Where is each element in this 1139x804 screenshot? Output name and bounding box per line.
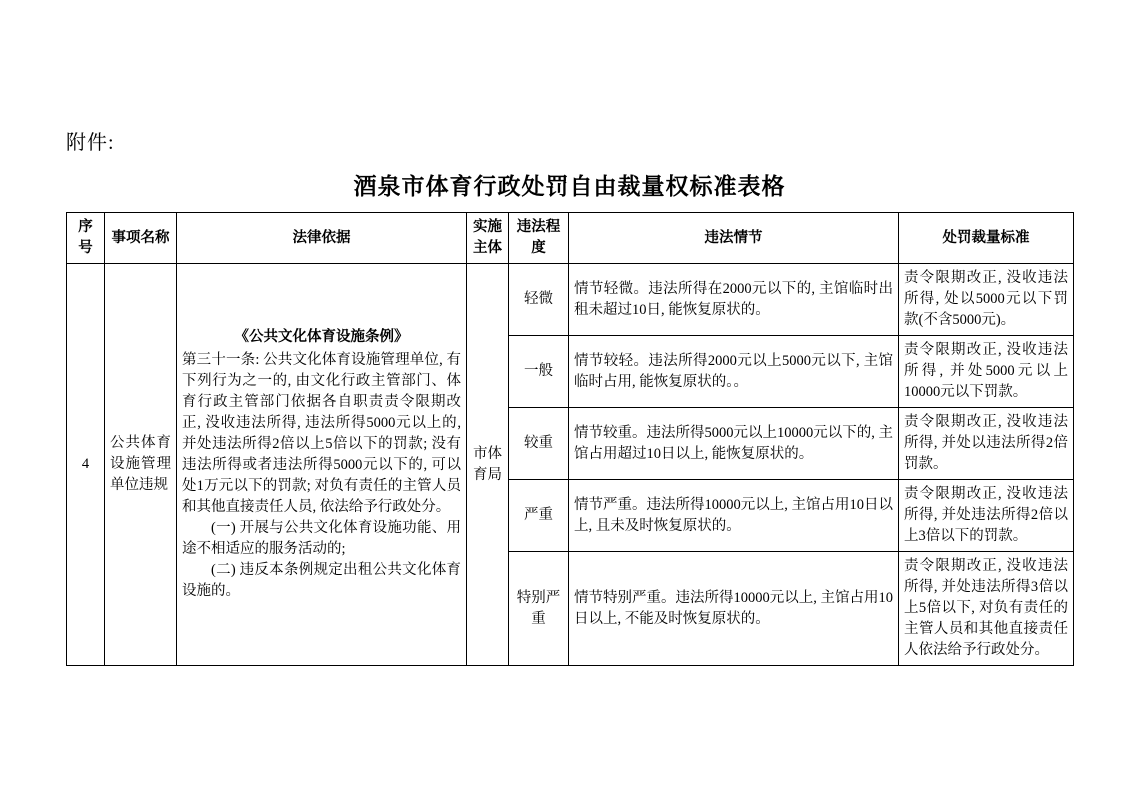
legal-article-text: 第三十一条: 公共文化体育设施管理单位, 有下列行为之一的, 由文化行政主管部门、体育行政主管部门依据各自职责责令限期改正, 没收违法所得, 违法所得5000元以上的, 并处违法所得2倍以上5倍以下的罚款; 没有违法所得或者违法所得5000元以下的, 可以处1万元以下的罚款; 对负有责任的主管人员和其他直接责任人员, 依法给予行政处分。 — [182, 352, 461, 516]
cell-legal-basis — [177, 264, 467, 666]
cell-violation-degree: 一般 — [509, 336, 569, 408]
cell-violation-detail: 情节严重。违法所得10000元以上, 主馆占用10日以上, 且未及时恢复原状的。 — [569, 480, 899, 552]
cell-violation-degree: 严重 — [509, 480, 569, 552]
penalty-discretion-table — [66, 212, 1074, 666]
cell-seq: 4 — [67, 264, 105, 666]
column-header-penalty-standard: 处罚裁量标准 — [899, 213, 1074, 264]
legal-regulation-title: 《公共文化体育设施条例》 — [234, 329, 409, 346]
column-header-enforcement-org: 实施主体 — [467, 213, 509, 264]
table-header — [67, 213, 1074, 264]
column-header-legal-basis: 法律依据 — [177, 213, 467, 264]
column-header-violation-detail: 违法情节 — [569, 213, 899, 264]
table-header-row — [67, 213, 1074, 264]
column-header-item-name: 事项名称 — [105, 213, 177, 264]
cell-violation-degree: 较重 — [509, 408, 569, 480]
attachment-label: 附件: — [66, 132, 115, 154]
cell-violation-detail: 情节特别严重。违法所得10000元以上, 主馆占用10日以上, 不能及时恢复原状的。 — [569, 552, 899, 666]
column-header-violation-degree: 违法程度 — [509, 213, 569, 264]
cell-enforcement-org: 市体育局 — [467, 264, 509, 666]
page-title: 酒泉市体育行政处罚自由裁量权标准表格 — [353, 174, 786, 199]
cell-penalty-standard: 责令限期改正, 没收违法所得, 处以5000元以下罚款(不含5000元)。 — [899, 264, 1074, 336]
cell-penalty-standard: 责令限期改正, 没收违法所得, 并处5000元以上10000元以下罚款。 — [899, 336, 1074, 408]
cell-penalty-standard: 责令限期改正, 没收违法所得, 并处违法所得2倍以上3倍以下的罚款。 — [899, 480, 1074, 552]
cell-penalty-standard: 责令限期改正, 没收违法所得, 并处违法所得3倍以上5倍以下, 对负有责任的主管人员和其他直接责任人依法给予行政处分。 — [899, 552, 1074, 666]
column-header-seq: 序号 — [67, 213, 105, 264]
cell-violation-degree: 轻微 — [509, 264, 569, 336]
cell-violation-detail: 情节较轻。违法所得2000元以上5000元以下, 主馆临时占用, 能恢复原状的。。 — [569, 336, 899, 408]
cell-item-name: 公共体育设施管理单位违规 — [105, 264, 177, 666]
legal-clause-1: (一) 开展与公共文化体育设施功能、用途不相适应的服务活动的; — [182, 520, 461, 558]
cell-violation-detail: 情节轻微。违法所得在2000元以下的, 主馆临时出租未超过10日, 能恢复原状的。 — [569, 264, 899, 336]
cell-violation-degree: 特别严重 — [509, 552, 569, 666]
legal-clause-2: (二) 违反本条例规定出租公共文化体育设施的。 — [182, 562, 461, 600]
cell-violation-detail: 情节较重。违法所得5000元以上10000元以下的, 主馆占用超过10日以上, 能恢复原状的。 — [569, 408, 899, 480]
cell-penalty-standard: 责令限期改正, 没收违法所得, 并处以违法所得2倍罚款。 — [899, 408, 1074, 480]
table-body — [67, 264, 1074, 666]
table-row — [67, 264, 1074, 336]
